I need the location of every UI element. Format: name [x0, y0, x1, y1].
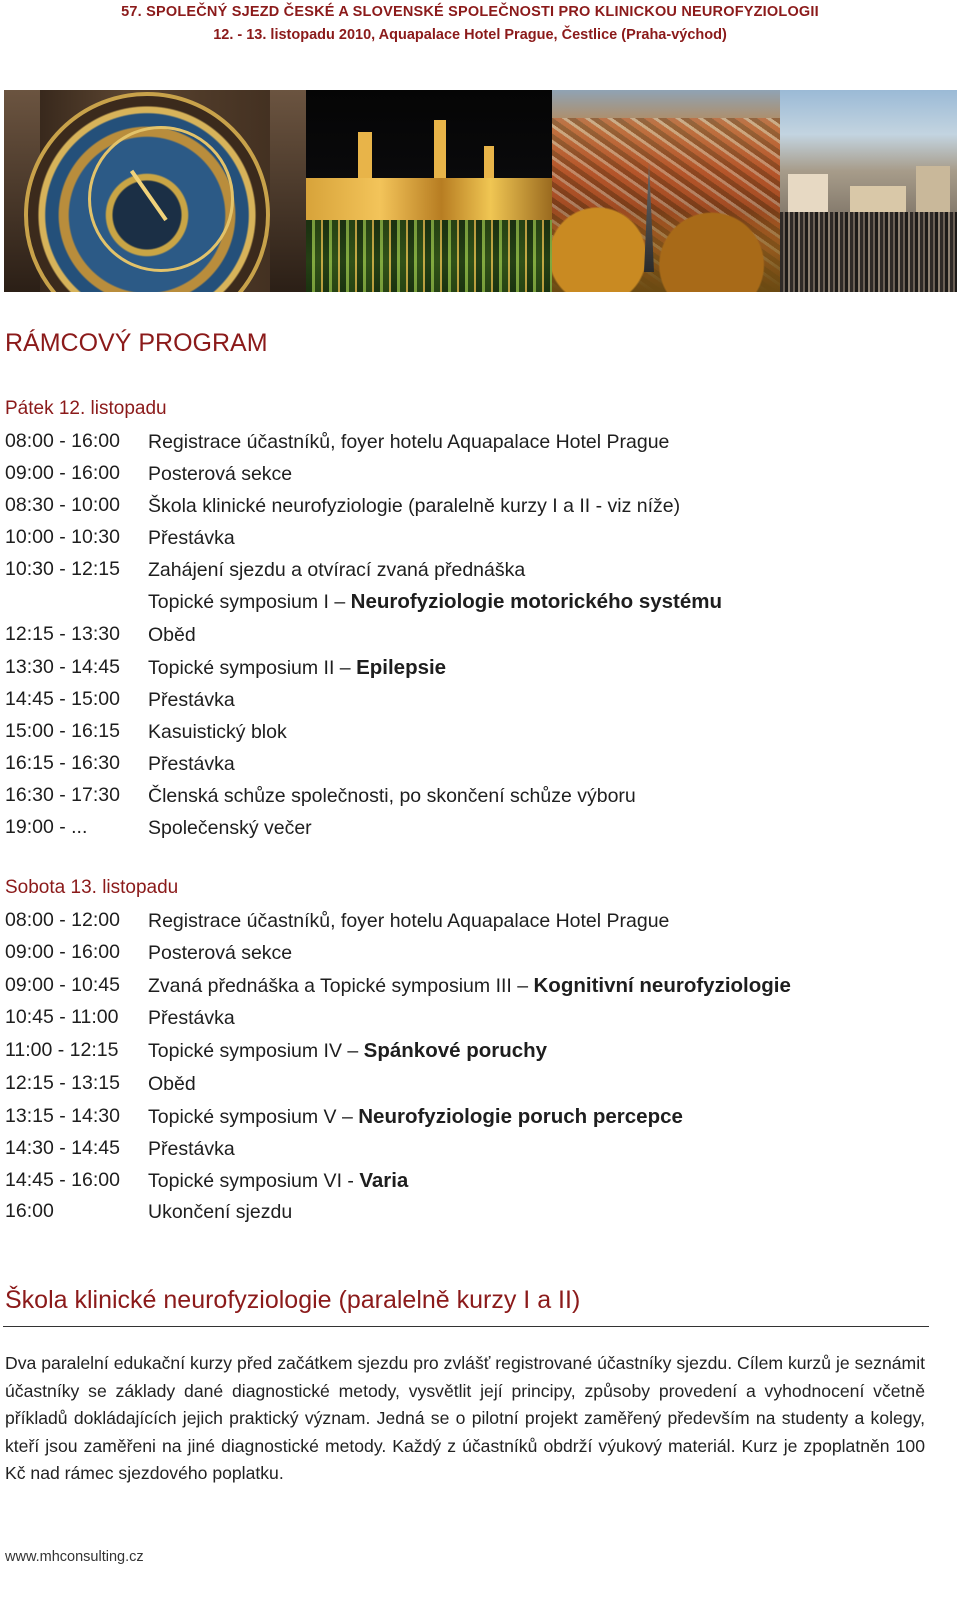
schedule-time: 14:30 - 14:45	[5, 1137, 120, 1159]
schedule-time: 14:45 - 16:00	[5, 1169, 120, 1191]
schedule-row	[5, 1105, 935, 1135]
schedule-time: 09:00 - 16:00	[5, 462, 120, 484]
schedule-time: 10:00 - 10:30	[5, 526, 120, 548]
schedule-row	[5, 462, 935, 492]
schedule-row	[5, 720, 935, 750]
day-label: Sobota 13. listopadu	[5, 877, 179, 898]
schedule-row	[5, 688, 935, 718]
schedule-row	[5, 816, 935, 846]
schedule-description-text: Přestávka	[148, 1138, 235, 1160]
schedule-description-text: Topické symposium IV –	[148, 1040, 364, 1062]
schedule-description	[148, 1200, 292, 1224]
schedule-time: 19:00 - ...	[5, 816, 88, 838]
schedule-description	[148, 526, 235, 550]
schedule-time: 12:15 - 13:15	[5, 1072, 120, 1094]
schedule-description-text: Registrace účastníků, foyer hotelu Aquapalace Hotel Prague	[148, 910, 670, 932]
schedule-description-text: Posterová sekce	[148, 942, 293, 964]
schedule-description	[148, 752, 235, 776]
schedule-time: 08:30 - 10:00	[5, 494, 120, 516]
schedule-description	[148, 688, 235, 712]
day-label: Pátek 12. listopadu	[5, 398, 167, 419]
schedule-description	[148, 941, 292, 965]
school-heading: Škola klinické neurofyziologie (paralelně kurzy I a II)	[5, 1286, 581, 1314]
clock-face	[24, 92, 270, 292]
schedule-description-text: Oběd	[148, 1073, 196, 1095]
schedule-description-text: Oběd	[148, 624, 196, 646]
schedule-time: 08:00 - 12:00	[5, 909, 120, 931]
schedule-topic: Spánkové poruchy	[363, 1039, 548, 1062]
schedule-description	[148, 494, 680, 518]
schedule-row	[5, 1006, 935, 1036]
schedule-time: 16:00	[5, 1200, 54, 1222]
schedule-description	[148, 1006, 235, 1030]
schedule-time: 16:15 - 16:30	[5, 752, 120, 774]
schedule-time: 08:00 - 16:00	[5, 430, 120, 452]
astronomical-clock-photo	[4, 90, 306, 292]
schedule-row	[5, 590, 935, 620]
schedule-row	[5, 656, 935, 686]
schedule-topic: Neurofyziologie poruch percepce	[358, 1105, 683, 1128]
schedule-time: 09:00 - 16:00	[5, 941, 120, 963]
schedule-description-text: Ukončení sjezdu	[148, 1201, 293, 1223]
schedule-row	[5, 430, 935, 460]
schedule-description-text: Společenský večer	[148, 817, 312, 839]
congress-date-venue: 12. - 13. listopadu 2010, Aquapalace Hotel Prague, Čestlice (Praha-východ)	[213, 27, 727, 43]
schedule-row	[5, 1200, 935, 1230]
schedule-description	[148, 909, 669, 933]
congress-title: 57. SPOLEČNÝ SJEZD ČESKÉ A SLOVENSKÉ SPOLEČNOSTI PRO KLINICKOU NEUROFYZIOLOGII	[121, 4, 819, 20]
schedule-description	[148, 1137, 235, 1161]
bridge-photo	[780, 90, 957, 292]
program-title: RÁMCOVÝ PROGRAM	[5, 329, 268, 357]
schedule-row	[5, 784, 935, 814]
schedule-time: 10:30 - 12:15	[5, 558, 120, 580]
schedule-topic: Kognitivní neurofyziologie	[533, 974, 791, 997]
schedule-description-text: Přestávka	[148, 1007, 235, 1029]
schedule-row	[5, 526, 935, 556]
schedule-description	[148, 816, 312, 840]
schedule-description-text: Registrace účastníků, foyer hotelu Aquapalace Hotel Prague	[148, 431, 670, 453]
schedule-row	[5, 494, 935, 524]
schedule-description-text: Topické symposium I –	[148, 591, 351, 613]
photo-banner	[4, 90, 957, 292]
schedule-description-text: Zahájení sjezdu a otvírací zvaná přednáška	[148, 559, 526, 581]
aerial-city-photo	[552, 90, 780, 292]
schedule-row	[5, 1072, 935, 1102]
schedule-row	[5, 941, 935, 971]
schedule-description	[148, 1039, 547, 1063]
schedule-description	[148, 1169, 408, 1193]
schedule-row	[5, 974, 935, 1004]
schedule-description-text: Členská schůze společnosti, po skončení schůze výboru	[148, 785, 636, 807]
schedule-time: 16:30 - 17:30	[5, 784, 120, 806]
schedule-row	[5, 1169, 935, 1199]
night-river-photo	[306, 90, 552, 292]
schedule-row	[5, 1039, 935, 1069]
schedule-row	[5, 752, 935, 782]
schedule-description	[148, 462, 292, 486]
schedule-description-text: Topické symposium VI -	[148, 1170, 360, 1192]
schedule-row	[5, 623, 935, 653]
schedule-time: 10:45 - 11:00	[5, 1006, 119, 1028]
schedule-time: 15:00 - 16:15	[5, 720, 120, 742]
schedule-row	[5, 558, 935, 588]
schedule-time: 12:15 - 13:30	[5, 623, 120, 645]
schedule-description-text: Topické symposium II –	[148, 657, 357, 679]
schedule-description	[148, 430, 669, 454]
schedule-topic: Varia	[359, 1169, 409, 1192]
schedule-row	[5, 1137, 935, 1167]
statue-right	[270, 90, 306, 292]
schedule-row	[5, 909, 935, 939]
schedule-time: 13:15 - 14:30	[5, 1105, 120, 1127]
schedule-time: 13:30 - 14:45	[5, 656, 120, 678]
heading-divider	[3, 1326, 929, 1327]
schedule-description-text: Přestávka	[148, 753, 235, 775]
schedule-time: 14:45 - 15:00	[5, 688, 120, 710]
schedule-description-text: Přestávka	[148, 527, 235, 549]
schedule-description	[148, 720, 287, 744]
schedule-time: 11:00 - 12:15	[5, 1039, 119, 1061]
schedule-description-text: Posterová sekce	[148, 463, 293, 485]
schedule-description-text: Zvaná přednáška a Topické symposium III –	[148, 975, 534, 997]
schedule-description	[148, 558, 525, 582]
schedule-topic: Epilepsie	[356, 656, 447, 679]
footer-website: www.mhconsulting.cz	[5, 1549, 144, 1565]
schedule-description	[148, 656, 446, 680]
school-description: Dva paralelní edukační kurzy před začátkem sjezdu pro zvlášť registrované účastníky sjezdu. Cílem kurzů je seznámit účastníky se základy dané diagnostické metody, vysvětlit její principy, způsoby provedení a vyhodnocení včetně příkladů dokládajících jejich praktický význam. Jedná se o pilotní projekt zaměřený především na studenty a kolegy, kteří jsou zaměřeni na jiné diagnostické metody. Každý z účastníků obdrží výukový materiál. Kurz je zpoplatněn 100 Kč nad rámec sjezdového poplatku.	[5, 1353, 925, 1484]
schedule-description	[148, 623, 196, 647]
schedule-description	[148, 1105, 683, 1129]
schedule-description	[148, 590, 722, 614]
schedule-description	[148, 1072, 196, 1096]
schedule-description	[148, 974, 791, 998]
schedule-topic: Neurofyziologie motorického systému	[350, 590, 723, 613]
schedule-time: 09:00 - 10:45	[5, 974, 120, 996]
schedule-description-text: Škola klinické neurofyziologie (paralelně kurzy I a II - viz níže)	[148, 495, 681, 517]
schedule-description	[148, 784, 636, 808]
schedule-description-text: Kasuistický blok	[148, 721, 287, 743]
schedule-description-text: Topické symposium V –	[148, 1106, 359, 1128]
schedule-description-text: Přestávka	[148, 689, 235, 711]
